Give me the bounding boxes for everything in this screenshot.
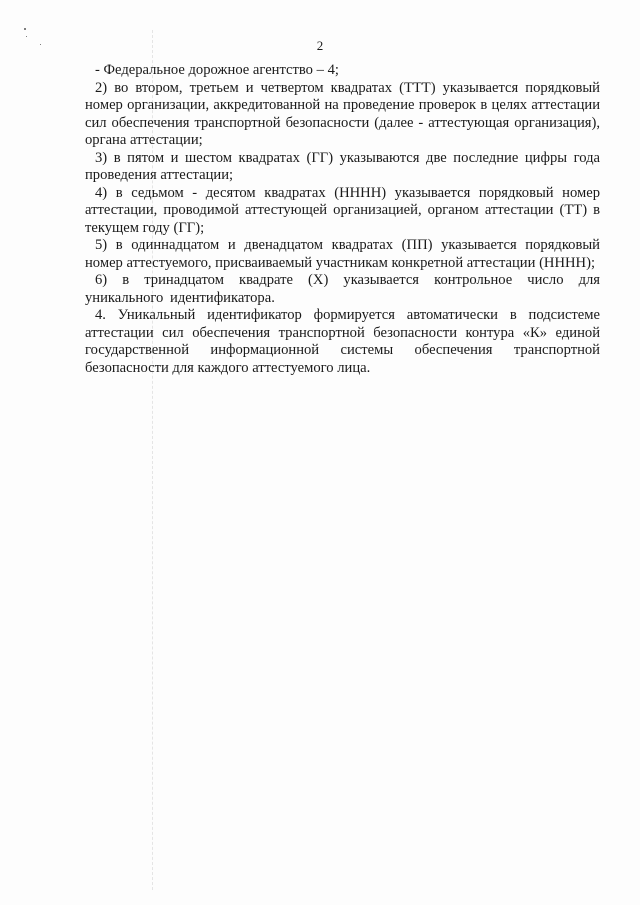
paragraph-item-6: 6) в тринадцатом квадрате (Х) указывается контрольное число для уникального идентификатора. (85, 272, 600, 306)
paragraph-item-3: 3) в пятом и шестом квадратах (ГГ) указываются две последние цифры года проведения аттестации; (85, 149, 600, 183)
paragraph-section-4: 4. Уникальный идентификатор формируется автоматически в подсистеме аттестации сил обеспечения транспортной безопасности контура «К» единой государственной информационной системы обеспечения транспортной безопасности для каждого аттестуемого лица. (85, 307, 600, 376)
scan-speck (26, 36, 27, 37)
paragraph-agency: - Федеральное дорожное агентство – 4; (95, 62, 339, 78)
paragraph-item-5: 5) в одиннадцатом и двенадцатом квадратах (ПП) указывается порядковый номер аттестуемого, присваиваемый участникам конкретной аттестации (НННН); (85, 237, 600, 271)
scan-speck (24, 28, 26, 30)
document-body (85, 62, 600, 377)
paragraph-item-4: 4) в седьмом - десятом квадратах (НННН) указывается порядковый номер аттестации, проводимой аттестующей организацией, органом аттестации (ТТ) в текущем году (ГГ); (85, 184, 600, 236)
page-number: 2 (316, 38, 324, 53)
paragraph-item-2: 2) во втором, третьем и четвертом квадратах (ТТТ) указывается порядковый номер организации, аккредитованной на проведение проверок в целях аттестации сил обеспечения транспортной безопасности (далее - аттестующая организация), органа аттестации; (85, 79, 600, 148)
